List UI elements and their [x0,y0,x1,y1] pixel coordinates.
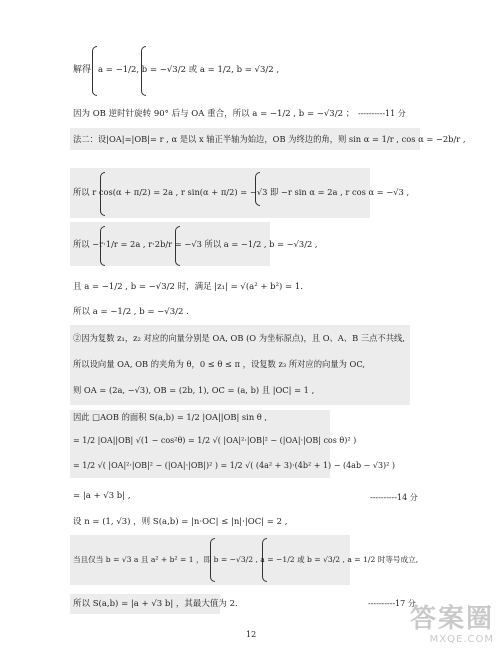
trig-system: 所以 r cos(α + π/2) = 2a , r sin(α + π/2) = −√3 即 −r sin α = 2a , r cos α = −√3 , [73,187,410,197]
watermark-url: MXQE.COM [429,634,494,645]
score-17: ----------17 分 [368,599,416,608]
watermark-title: 答案圈 [409,604,494,635]
max-value: 所以 S(a,b) = |a + √3 b| ，其最大值为 2. [73,599,238,609]
watermark-logo [410,605,494,645]
vector-coordinates: 则 OA = (2a, −√3), OB = (2b, 1), OC = (a, b) 且 |OC| = 1 , [73,385,315,395]
method-two-result: 所以 a = −1/2 , b = −√3/2 . [73,307,189,317]
area-formula: 因此 □AOB 的面积 S(a,b) = 1/2 |OA||OB| sin θ , [73,412,268,422]
angle-setup: 所以设向量 OA, OB 的夹角为 θ，0 ≤ θ ≤ π ，设复数 z₃ 所对应的向量为 OC, [73,359,366,369]
score-14: ----------14 分 [370,493,418,502]
check-modulus: 且 a = −1/2 , b = −√3/2 时，满足 |z₁| = √(a² + b²) = 1. [73,282,303,292]
brace-solution-1 [92,46,97,96]
equality-condition: 当且仅当 b = √3 a 且 a² + b² = 1 ，即 b = −√3/2 , a = −1/2 或 b = √3/2 , a = 1/2 时等号成立, [73,555,419,564]
area-derivation-2: = 1/2 √( |OA|²·|OB|² − (|OA|·|OB|)² ) = 1/2 √( (4a² + 3)·(4b² + 1) − (4ab − √3)² ) [73,461,396,470]
area-derivation-1: = 1/2 |OA||OB| √(1 − cos²θ) = 1/2 √( |OA|²·|OB|² − (|OA|·|OB| cos θ)² ) [73,436,357,445]
solution-prefix: 解得 [73,65,92,75]
method-two-setup: 法二：设|OA|=|OB|= r , α 是以 x 轴正半轴为始边，OB 为终边的角，则 sin α = 1/r , cos α = −2b/r , [73,134,466,144]
page-number: 12 [246,630,257,639]
solution-values: a = −1/2, b = −√3/2 或 a = 1/2, b = √3/2 , [98,65,280,75]
solve-system: 所以 −r·1/r = 2a , r·2b/r = −√3 所以 a = −1/2 , b = −√3/2 , [73,239,318,249]
score-11: ----------11 分 [358,109,406,118]
rotation-statement: 因为 OB 逆时针旋转 90° 后与 OA 重合，所以 a = −1/2 , b = −√3/2 ； [73,109,355,119]
part-two-intro: ②因为复数 z₁，z₂ 对应的向量分别是 OA, OB (O 为坐标原点)，且 O、A、B 三点不共线, [73,333,405,343]
cauchy-bound: 设 n = (1, √3) ，则 S(a,b) = |n·OC| ≤ |n|·|OC| = 2 , [73,517,288,527]
area-simplified: = |a + √3 b| , [73,491,131,501]
